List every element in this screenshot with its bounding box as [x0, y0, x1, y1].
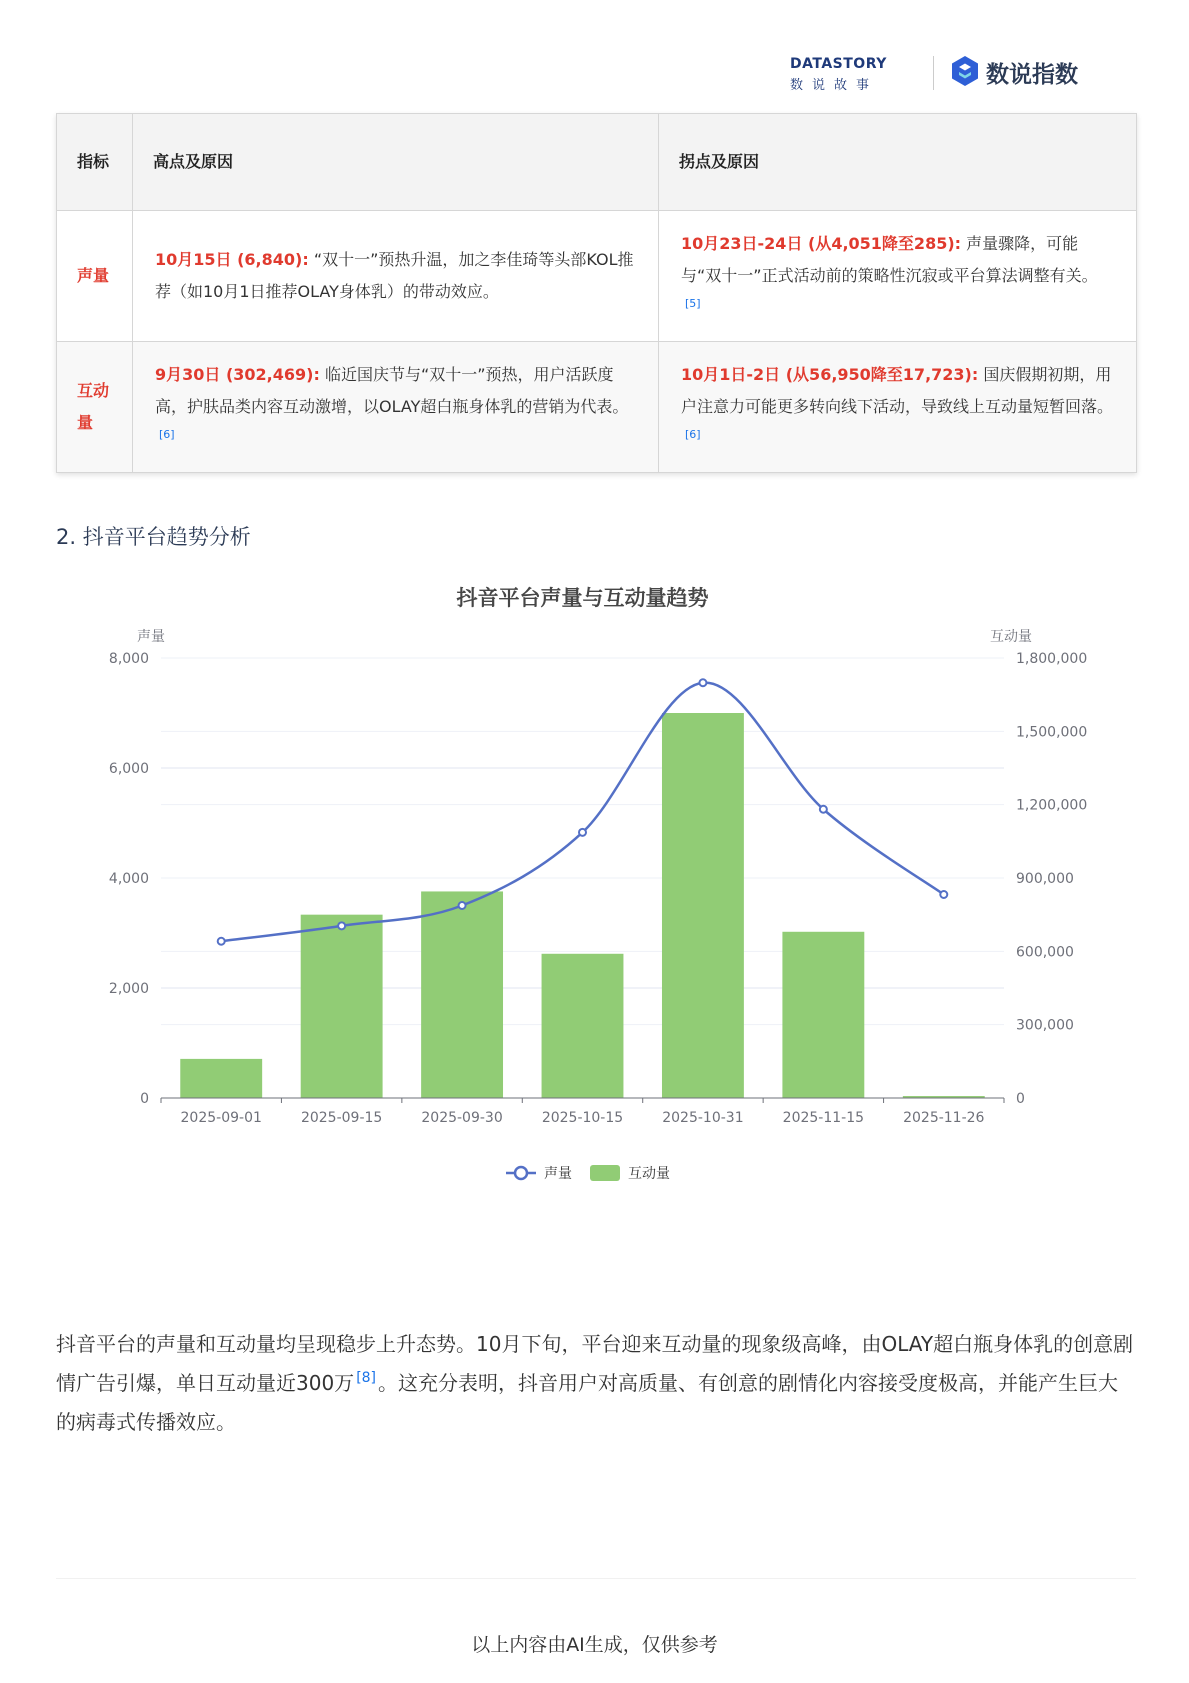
volume-point — [459, 902, 466, 909]
right-tick-label: 0 — [1016, 1091, 1025, 1107]
x-tick-label: 2025-09-01 — [180, 1110, 262, 1126]
interaction-bar — [421, 891, 503, 1098]
header-indicator: 指标 — [57, 114, 133, 211]
x-tick-label: 2025-11-26 — [903, 1110, 985, 1126]
left-tick-label: 6,000 — [108, 761, 149, 777]
left-axis-label: 声量 — [137, 629, 165, 645]
peak-date: 10月15日 (6,840): — [155, 250, 309, 269]
section-title: 2. 抖音平台趋势分析 — [56, 525, 251, 549]
right-tick-label: 600,000 — [1016, 944, 1074, 961]
paragraph-text-1: 抖音平台的声量和互动量均呈现稳步上升态势。10月下旬，平台迎来互动量的现象级高峰，由OLAY超白瓶身体乳的创意剧情广告引爆，单日互动量近300万 — [56, 1332, 1134, 1395]
datastory-logo-text: DATASTORY — [790, 56, 887, 72]
header-divider — [933, 56, 934, 90]
indicator-cell: 互动量 — [57, 342, 133, 473]
citation-link[interactable]: [6] — [685, 427, 701, 441]
legend-label: 互动量 — [628, 1166, 670, 1182]
table-row — [57, 342, 1137, 473]
volume-point — [699, 679, 706, 686]
citation-link[interactable]: [5] — [685, 296, 701, 310]
header-peak: 高点及原因 — [133, 114, 659, 211]
turn-date: 10月23日-24日 (从4,051降至285): — [681, 234, 962, 253]
turn-reason: 国庆假期初期，用户注意力可能更多转向线下活动，导致线上互动量短暂回落。 — [681, 365, 1114, 416]
page-header — [790, 50, 1090, 100]
analysis-paragraph — [56, 1325, 1138, 1442]
peak-reason: 临近国庆节与“双十一”预热，用户活跃度高，护肤品类内容互动激增，以OLAY超白瓶身体乳的营销为代表。 — [155, 365, 629, 416]
interaction-bar — [782, 932, 864, 1098]
peak-reason: “双十一”预热升温，加之李佳琦等头部KOL推荐（如10月1日推荐OLAY身体乳）的带动效应。 — [155, 250, 634, 301]
brand-name: 数说指数 — [986, 62, 1078, 88]
turn-cell — [659, 342, 1137, 473]
interaction-bar — [301, 915, 383, 1098]
volume-point — [218, 938, 225, 945]
x-tick-label: 2025-10-15 — [541, 1110, 624, 1126]
brand-logo-icon — [950, 55, 980, 87]
trend-chart — [56, 580, 1136, 1280]
left-tick-label: 4,000 — [108, 871, 149, 887]
turn-cell — [659, 211, 1137, 342]
citation-link[interactable]: [8] — [356, 1370, 377, 1387]
indicator-cell: 声量 — [57, 211, 133, 342]
right-tick-label: 1,800,000 — [1016, 651, 1088, 667]
footer-divider — [56, 1578, 1136, 1579]
turn-reason: 声量骤降，可能与“双十一”正式活动前的策略性沉寂或平台算法调整有关。 — [681, 234, 1098, 285]
right-tick-label: 300,000 — [1016, 1017, 1074, 1034]
legend-bar-symbol — [590, 1165, 620, 1181]
interaction-bar — [180, 1059, 262, 1098]
left-tick-label: 2,000 — [108, 981, 149, 997]
interaction-bar — [662, 713, 744, 1098]
left-tick-label: 8,000 — [108, 651, 149, 667]
datastory-logo-subtitle: 数说故事 — [790, 78, 879, 93]
header-turning-point: 拐点及原因 — [659, 114, 1137, 211]
right-tick-label: 1,200,000 — [1016, 797, 1088, 814]
analysis-table — [56, 113, 1137, 473]
volume-line — [221, 683, 944, 942]
left-tick-label: 0 — [140, 1091, 149, 1107]
table-header-row — [57, 114, 1137, 211]
legend-label: 声量 — [544, 1166, 572, 1182]
peak-cell — [133, 342, 659, 473]
volume-point — [820, 806, 827, 813]
chart-title: 抖音平台声量与互动量趋势 — [456, 586, 709, 610]
right-tick-label: 1,500,000 — [1016, 724, 1088, 741]
x-tick-label: 2025-09-15 — [300, 1110, 383, 1126]
right-tick-label: 900,000 — [1016, 871, 1074, 887]
x-tick-label: 2025-10-31 — [662, 1110, 744, 1126]
volume-point — [940, 891, 947, 898]
citation-link[interactable]: [6] — [159, 427, 175, 441]
ai-disclaimer: 以上内容由AI生成，仅供参考 — [471, 1634, 718, 1656]
paragraph-text-2: 。这充分表明，抖音用户对高质量、有创意的剧情化内容接受度极高，并能产生巨大的病毒式传播效应。 — [56, 1371, 1119, 1434]
volume-point — [338, 922, 345, 929]
right-axis-label: 互动量 — [990, 629, 1032, 645]
peak-date: 9月30日 (302,469): — [155, 365, 320, 384]
peak-cell — [133, 211, 659, 342]
x-tick-label: 2025-09-30 — [421, 1110, 503, 1126]
legend-line-marker — [515, 1167, 527, 1179]
x-tick-label: 2025-11-15 — [782, 1110, 865, 1126]
volume-point — [579, 829, 586, 836]
table-row — [57, 211, 1137, 342]
interaction-bar — [542, 954, 624, 1098]
turn-date: 10月1日-2日 (从56,950降至17,723): — [681, 365, 979, 384]
